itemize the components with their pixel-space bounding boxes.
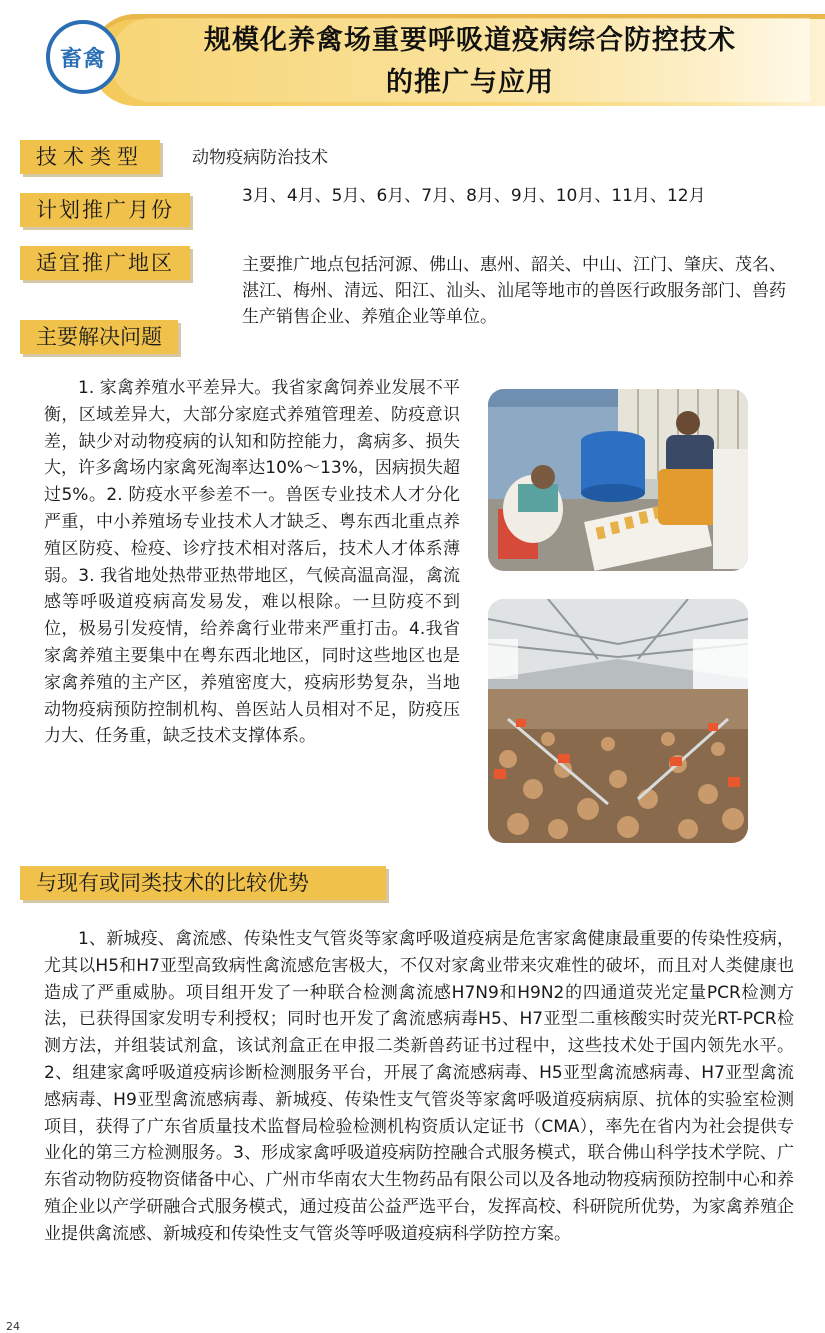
photo-poultry-house-illustration bbox=[488, 599, 748, 843]
photo-workers-illustration bbox=[488, 389, 748, 571]
page-title-line2: 的推广与应用 bbox=[386, 67, 554, 98]
advantages-text: 1、新城疫、禽流感、传染性支气管炎等家禽呼吸道疫病是危害家禽健康最重要的传染性疫病，尤其以H5和H7亚型高致病性禽流感危害极大，不仅对家禽业带来灾难性的破坏，而且对人类健康也造成了严重威胁。项目组开发了一种联合检测禽流感H7N9和H9N2的四通道荧光定量PCR检测方法，已获得国家发明专利授权；同时也开发了禽流感病毒H5、H7亚型二重核酸实时荧光RT-PCR检测方法，并组装试剂盒，该试剂盒正在申报二类新兽药证书过程中，这些技术处于国内领先水平。2、组建家禽呼吸道疫病诊断检测服务平台，开展了禽流感病毒、H5亚型禽流感病毒、H7亚型禽流感病毒、H9亚型禽流感病毒、新城疫、传染性支气管炎等家禽呼吸道疫病病原、抗体的实验室检测项目，获得了广东省质量技术监督局检验检测机构资质认定证书（CMA），率先在省内为社会提供专业化的第三方检测服务。3、形成家禽呼吸道疫病防控融合式服务模式，联合佛山科学技术学院、广东省动物防疫物资储备中心、广州市华南农大生物药品有限公司以及各地动物疫病预防控制中心和养殖企业以产学研融合式服务模式，通过疫苗公益严选平台，发挥高校、科研院所优势，为家禽养殖企业提供禽流感、新城疫和传染性支气管炎等呼吸道疫病科学防控方案。 bbox=[44, 929, 794, 1244]
photo-poultry-house bbox=[488, 599, 748, 843]
photo-workers-inspecting bbox=[488, 389, 748, 571]
tech-type-label: 技术类型 bbox=[20, 140, 160, 174]
page-title-line1: 规模化养禽场重要呼吸道疫病综合防控技术 bbox=[204, 25, 736, 56]
category-badge-text: 畜禽 bbox=[59, 46, 106, 72]
page-number: 24 bbox=[6, 1320, 20, 1333]
problems-label: 主要解决问题 bbox=[20, 320, 178, 354]
months-label: 计划推广月份 bbox=[20, 193, 190, 227]
category-badge bbox=[46, 20, 120, 94]
region-label: 适宜推广地区 bbox=[20, 246, 190, 280]
months-value: 3月、4月、5月、6月、7月、8月、9月、10月、11月、12月 bbox=[242, 186, 706, 206]
problems-text: 1. 家禽养殖水平差异大。我省家禽饲养业发展不平衡，区域差异大，大部分家庭式养殖管理差、防疫意识差，缺少对动物疫病的认知和防控能力，禽病多、损失大，许多禽场内家禽死淘率达10%～13%，因病损失超过5%。2. 防疫水平参差不一。兽医专业技术人才分化严重，中小养殖场专业技术人才缺乏、粤东西北重点养殖区防疫、检疫、诊疗技术相对落后，技术人才体系薄弱。3. 我省地处热带亚热带地区，气候高温高湿，禽流感等呼吸道疫病高发易发，难以根除。一旦防疫不到位，极易引发疫情，给养禽行业带来严重打击。4.我省家禽养殖主要集中在粤东西北地区，同时这些地区也是家禽养殖的主产区，养殖密度大，疫病形势复杂，当地动物疫病预防控制机构、兽医站人员相对不足，防疫压力大、任务重，缺乏技术支撑体系。 bbox=[44, 378, 460, 747]
tech-type-value: 动物疫病防治技术 bbox=[192, 148, 328, 168]
page-title bbox=[140, 20, 800, 104]
region-value: 主要推广地点包括河源、佛山、惠州、韶关、中山、江门、肇庆、茂名、湛江、梅州、清远、阳江、汕头、汕尾等地市的兽医行政服务部门、兽药生产销售企业、养殖企业等单位。 bbox=[242, 255, 786, 327]
advantages-label: 与现有或同类技术的比较优势 bbox=[20, 866, 386, 900]
